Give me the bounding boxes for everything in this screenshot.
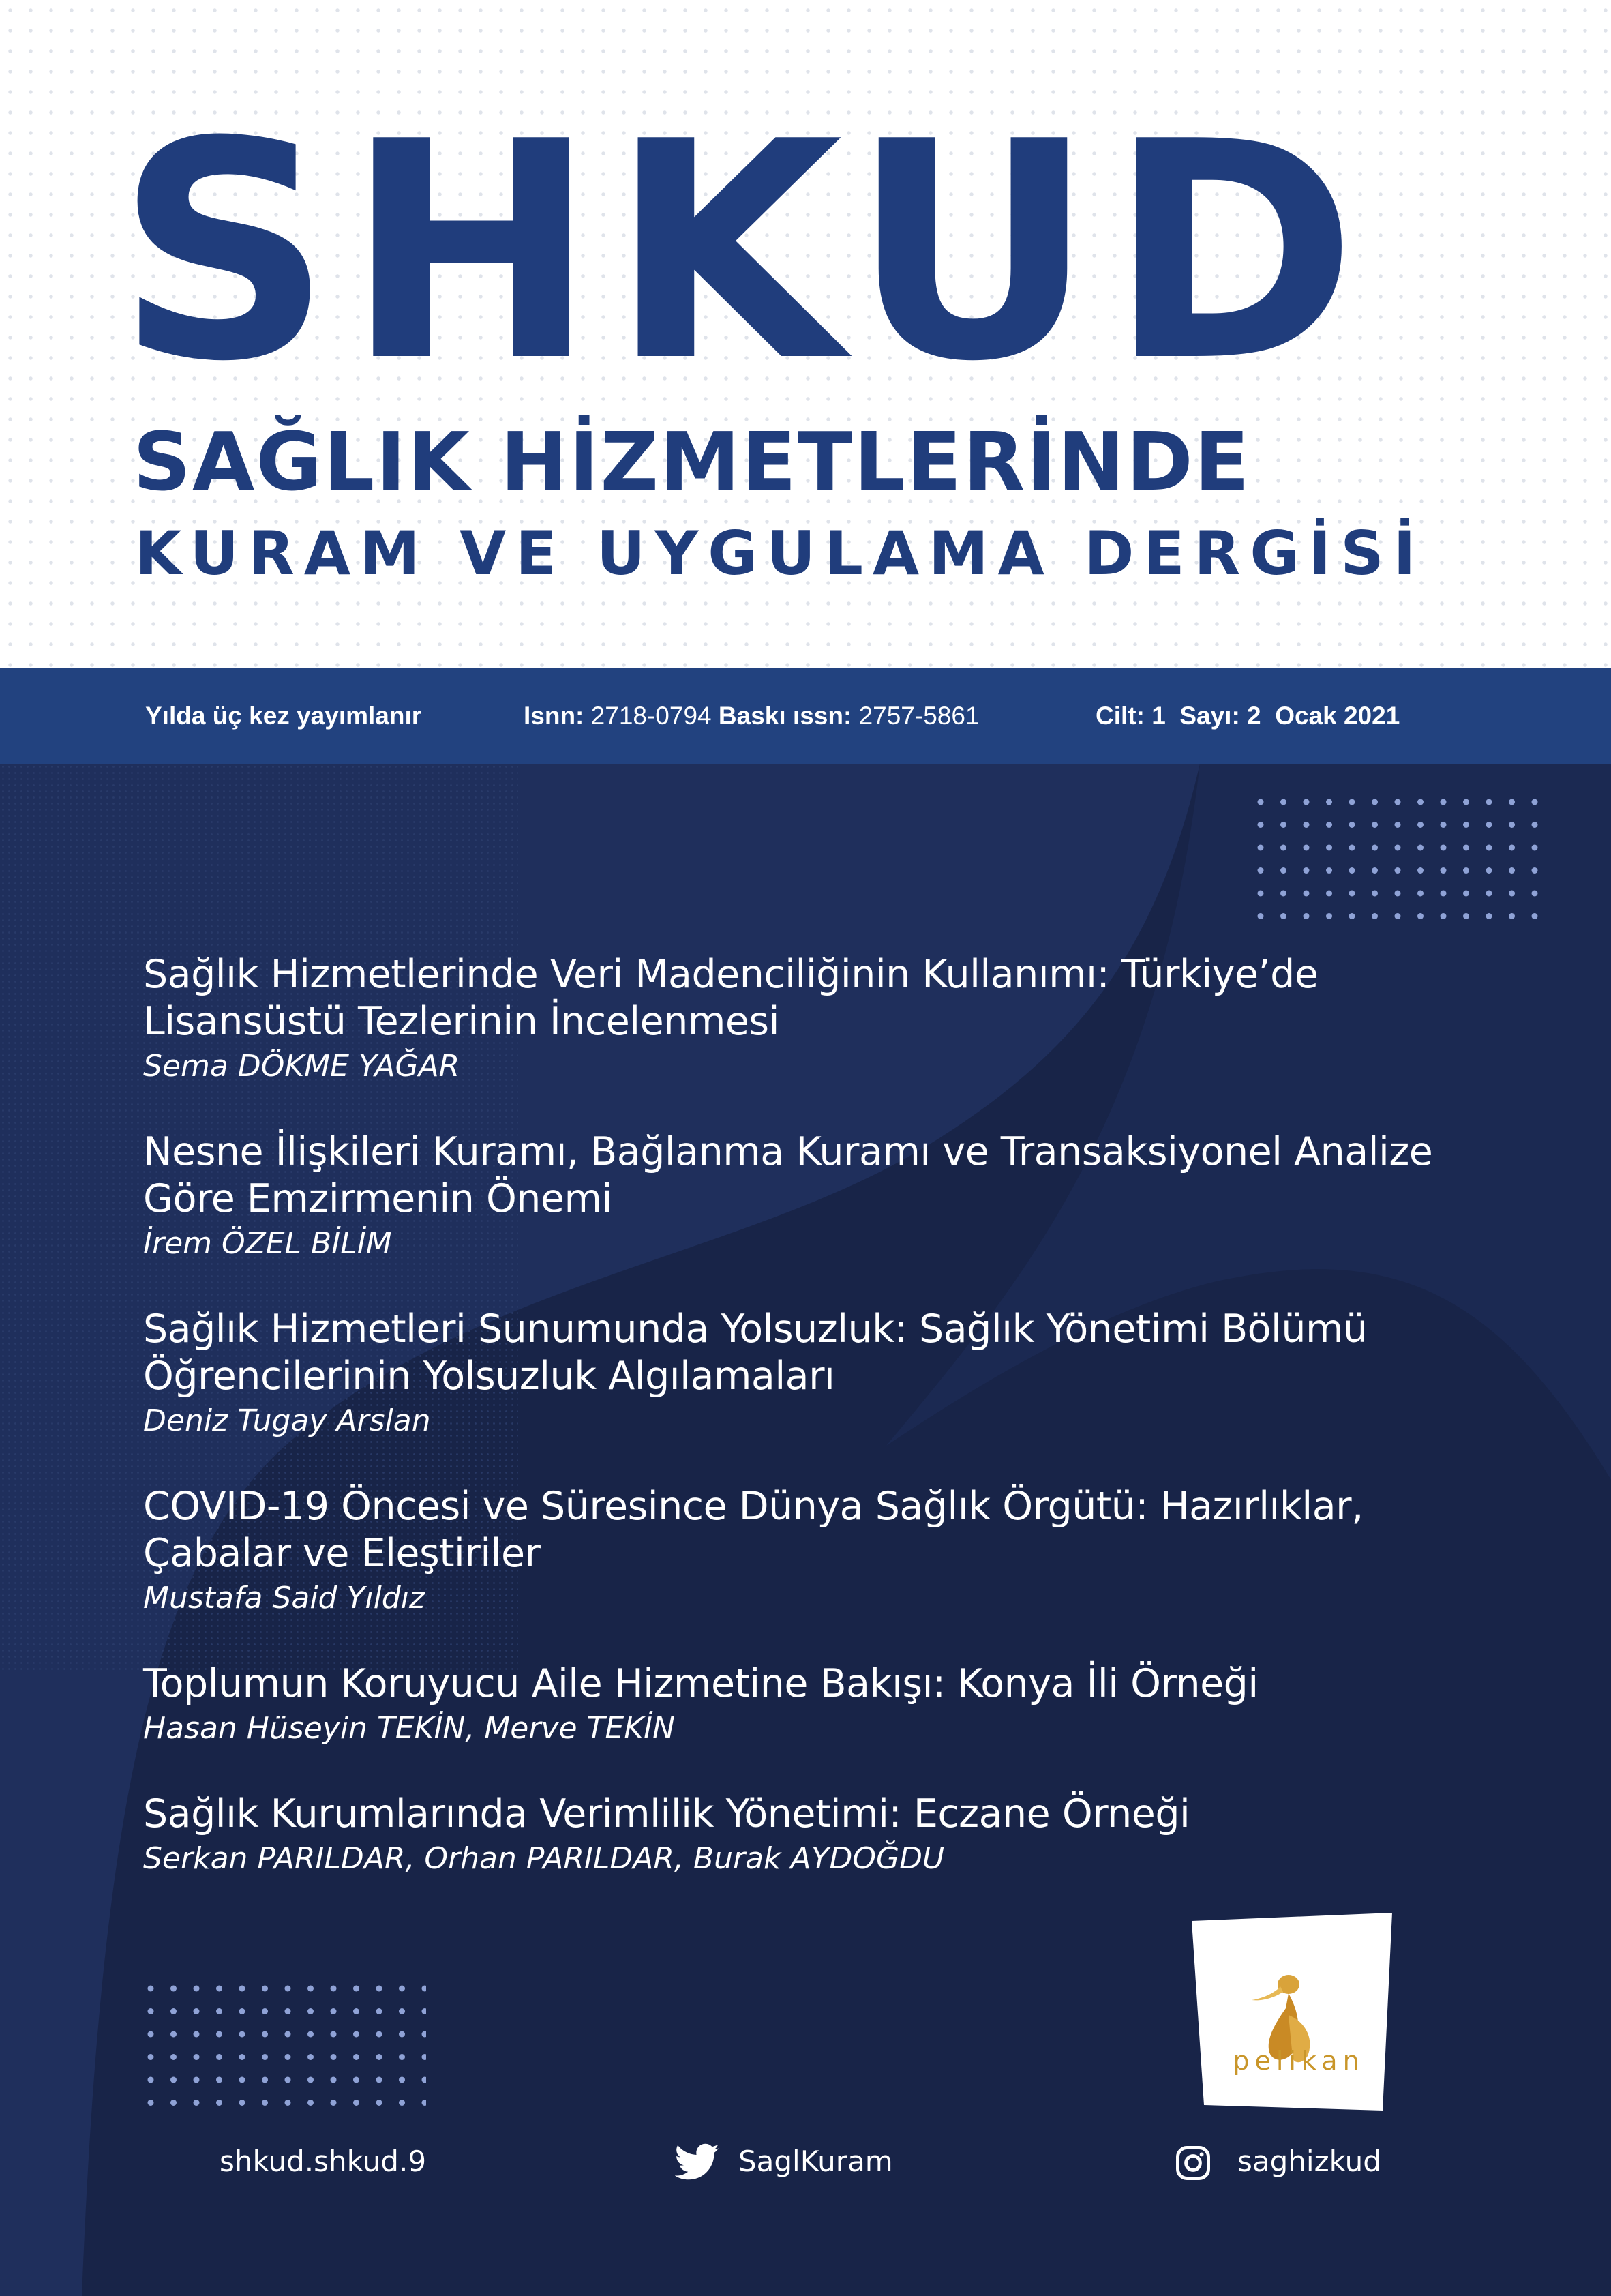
article-authors: Sema DÖKME YAĞAR	[143, 1049, 460, 1084]
publisher-name: pelikan	[1233, 2046, 1365, 2076]
print-issn-label: Baskı ıssn:	[718, 702, 852, 730]
article-list	[143, 951, 1493, 1921]
issn-info	[524, 702, 980, 730]
article-title-cont: Göre Emzirmenin Önemi	[143, 1176, 612, 1221]
article-title: Sağlık Kurumlarında Verimlilik Yönetimi: Eczane Örneği	[143, 1791, 1190, 1836]
article-authors: İrem ÖZEL BİLİM	[143, 1226, 392, 1261]
instagram-handle[interactable]: saghizkud	[1237, 2145, 1381, 2178]
article-title-cont: Öğrencilerinin Yolsuzluk Algılamaları	[143, 1354, 835, 1399]
article-item[interactable]	[143, 1791, 1493, 1879]
website-link[interactable]: shkud.shkud.9	[220, 2145, 427, 2178]
article-title-cont: Çabalar ve Eleştiriler	[143, 1531, 541, 1576]
journal-title-line2: KURAM VE UYGULAMA DERGİSİ	[135, 518, 1426, 588]
article-authors: Serkan PARILDAR, Orhan PARILDAR, Burak AYDOĞDU	[143, 1841, 945, 1876]
article-authors: Deniz Tugay Arslan	[143, 1403, 431, 1438]
article-title: Toplumun Koruyucu Aile Hizmetine Bakışı: Konya İli Örneği	[143, 1661, 1259, 1706]
print-issn-value: 2757-5861	[858, 702, 980, 730]
header-section	[0, 0, 1611, 668]
article-item[interactable]	[143, 1483, 1493, 1618]
journal-brand: SHKUD	[116, 78, 1371, 427]
article-title: COVID-19 Öncesi ve Süresince Dünya Sağlık Örgütü: Hazırlıklar,	[143, 1484, 1364, 1529]
issn-value: 2718-0794	[590, 702, 712, 730]
instagram-icon[interactable]	[1175, 2145, 1211, 2181]
article-title-cont: Lisansüstü Tezlerinin İncelenmesi	[143, 999, 779, 1044]
article-authors: Mustafa Said Yıldız	[143, 1581, 425, 1615]
article-title: Nesne İlişkileri Kuramı, Bağlanma Kuramı ve Transaksiyonel Analize	[143, 1129, 1433, 1174]
twitter-handle[interactable]: SaglKuram	[738, 2145, 893, 2178]
journal-title-line1: SAĞLIK HİZMETLERİNDE	[133, 415, 1251, 509]
twitter-icon[interactable]	[675, 2143, 720, 2181]
issn-label: Isnn:	[524, 702, 584, 730]
article-item[interactable]	[143, 1129, 1493, 1264]
article-authors: Hasan Hüseyin TEKİN, Merve TEKİN	[143, 1711, 675, 1746]
article-item[interactable]	[143, 1306, 1493, 1441]
publication-frequency: Yılda üç kez yayımlanır	[145, 702, 422, 730]
publisher-logo-box	[1186, 1913, 1398, 2111]
article-title: Sağlık Hizmetleri Sunumunda Yolsuzluk: Sağlık Yönetimi Bölümü	[143, 1307, 1368, 1352]
dot-grid-bottom-left	[147, 1984, 426, 2107]
volume-issue-date: Cilt: 1 Sayı: 2 Ocak 2021	[1096, 702, 1400, 730]
article-title: Sağlık Hizmetlerinde Veri Madenciliğinin Kullanımı: Türkiye’de	[143, 952, 1319, 997]
article-item[interactable]	[143, 951, 1493, 1086]
dot-grid-top-right	[1256, 798, 1543, 921]
article-item[interactable]	[143, 1660, 1493, 1748]
info-band	[0, 668, 1611, 764]
